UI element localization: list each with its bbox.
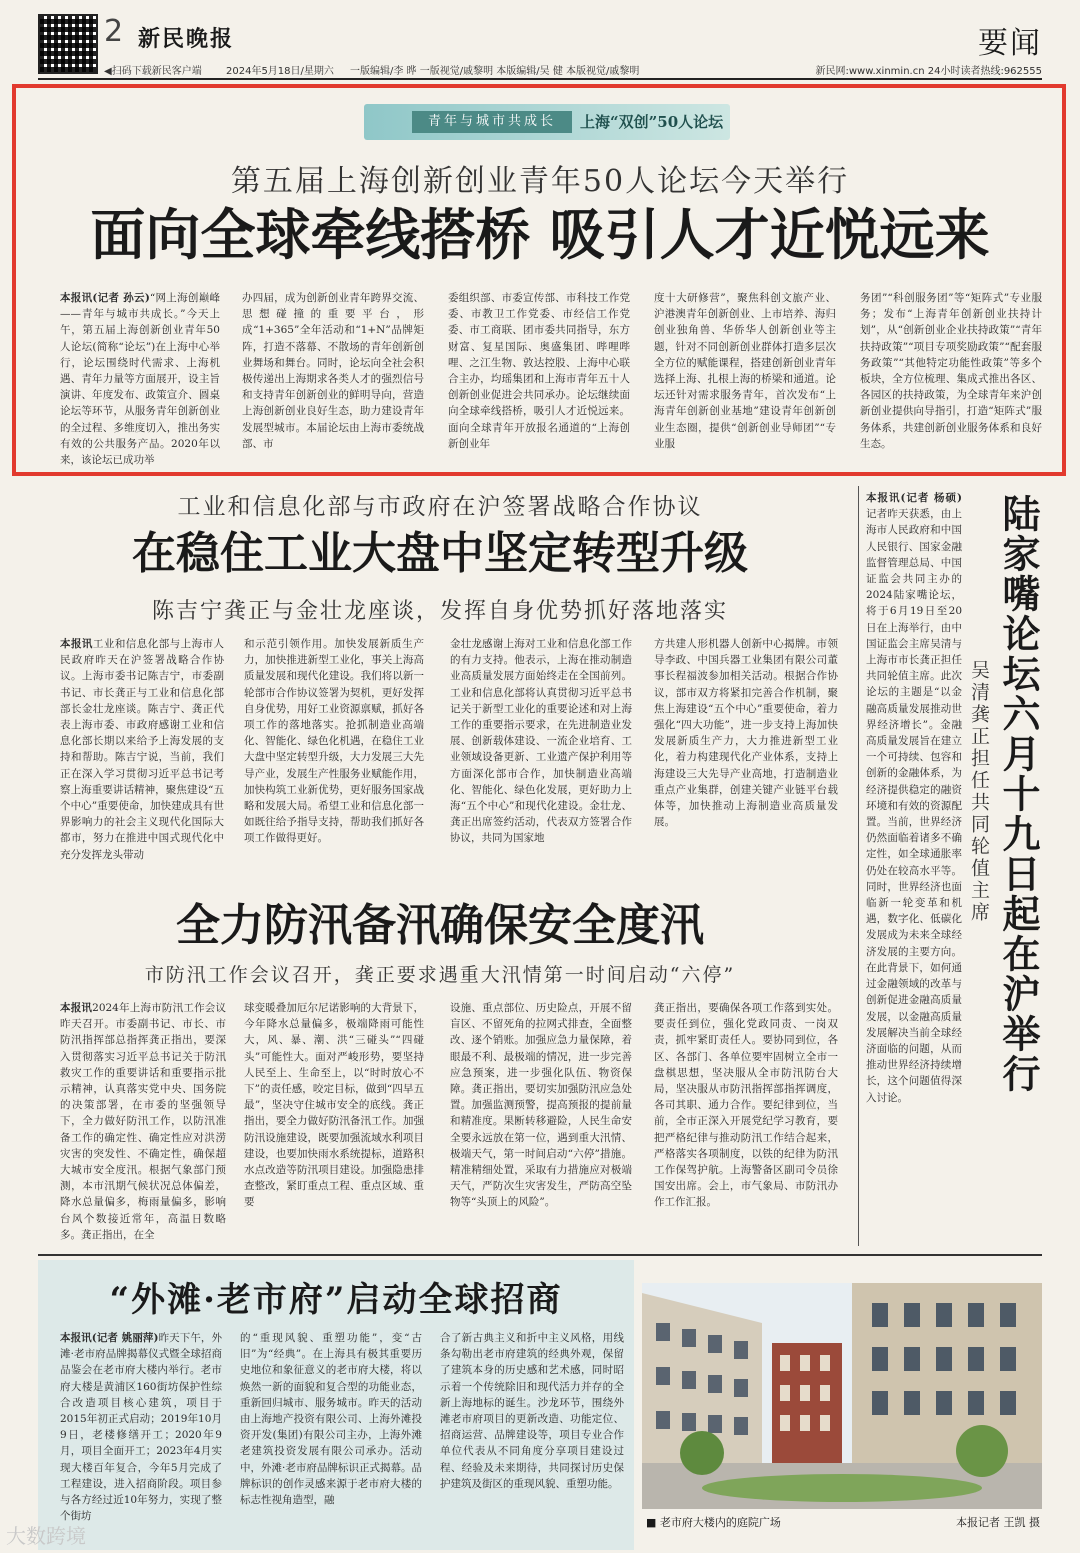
section-label: 要闻	[978, 26, 1042, 61]
story3-col-2: 球变暖叠加厄尔尼诺影响的大背景下，今年降水总量偏多，极端降雨可能性大，风、暴、潮、洪“三碰头”“四碰头”可能性大。面对严峻形势，要坚持人民至上、生命至上，以“时时放心不下”的责任感，咬定目标，做到“四早五最”，坚决守住城市安全的底线。龚正指出，要全力做好防汛备汛工作。加强防汛设施建设，既要加强流域水利项目建设，也要加快雨水系统提标，道路积水点改造等防汛项目建设。加强隐患排查整改，紧盯重点工程、重点区域、重要	[244, 1002, 424, 1209]
story1-col-1: 本报讯(记者 孙云)“网上海创巅峰——青年与城市共成长。”今天上午，第五届上海创新创业青年50人论坛(简称“论坛”)在上海中心举行，论坛围绕时代需求、上海机遇、青年力量等方面展开，设主旨演讲、年度发布、政策宣介、圆桌论坛等环节，从服务青年创新创业的全过程、多维度切入，推出务实有效的公共服务产品。2020年以来，该论坛已成功举	[60, 292, 220, 467]
story1-col-2: 办四届，成为创新创业青年跨界交流、思想碰撞的重要平台，形成“1+365”全年活动和“1+N”品牌矩阵，打造不落幕、不散场的青年创新创业舞场和舞台。同时，论坛向全社会积极传递出上海期求各类人才的强烈信号和支持青年创新创业的鲜明导向，营造上海创新创业良好生态，助力建设青年发展型城市。本届论坛由上海市委统战部、市	[242, 292, 424, 450]
date-line: 2024年5月18日/星期六	[226, 66, 334, 77]
story1-headline: 面向全球牵线搭桥 吸引人才近悦远来	[90, 203, 990, 267]
story4-lead: 本报讯(记者 杨硕)	[866, 492, 962, 504]
story5-headline: “外滩·老市府”启动全球招商	[109, 1280, 563, 1320]
story5-col-2: 的“重现风貌、重塑功能”，变“古旧”为“经典”。在上海具有极其重要历史地位和象征意义的老市府大楼，将以焕然一新的面貌和复合型的功能业态，重新回归城市、服务城市。昨天的活动由上海地产投资有限公司、上海外滩投资开发(集团)有限公司主办，上海外滩老建筑投资发展有限公司承办。活动中，外滩·老市府品牌标识正式揭幕。品牌标识的创作灵感来源于老市府大楼的标志性视角造型，融	[240, 1332, 422, 1507]
qr-code	[38, 14, 98, 74]
story1-col-3: 委组织部、市委宣传部、市科技工作党委、市教卫工作党委、市经信工作党委、市工商联、团市委共同指导，东方财富、复星国际、奥盛集团、哔哩哔哩、之江生物、敦达控股、上海中心联合主办，均瑶集团和上海市青年五十人创新创业促进会共同承办。论坛继续面向全球牵线搭桥，吸引人才近悦远来。面向全球青年开放报名通道的“上海创新创业年	[448, 292, 630, 450]
courtyard-illustration	[642, 1283, 1042, 1509]
story4-body: 本报讯(记者 杨硕)记者昨天获悉，由上海市人民政府和中国人民银行、国家金融监督管理总局、中国证监会共同主办的2024陆家嘴论坛，将于6月19日至20日在上海举行，由中国证监会主席吴清与上海市市长龚正担任共同轮值主席。此次论坛的主题是“以金融高质量发展推动世界经济增长”。金融高质量发展旨在建立一个可持续、包容和创新的金融体系，为经济提供稳定的融资环境和有效的资源配置。当前，世界经济仍然面临着诸多不确定性，如全球通胀率仍处在较高水平等。同时，世界经济也面临新一轮变革和机遇，数字化、低碳化发展成为未来全球经济发展的主要方向。在此背景下，如何通过金融领域的改革与创新促进金融高质量发展，以金融高质量发展解决当前全球经济面临的问题，从而推动世界经济持续增长，这个问题值得深入讨论。	[866, 492, 962, 1104]
courtyard-photo	[642, 1283, 1042, 1509]
banner-right: 上海“双创”50人论坛	[580, 113, 724, 131]
story5-col-3: 合了新古典主义和折中主义风格，用线条勾勒出老市府建筑的经典外观，保留了建筑本身的历史感和艺术感，同时昭示着一个传统除旧和现代活力并存的全新上海地标的诞生。沙龙环节，围绕外滩老市府项目的更新改造、功能定位、招商运营、品牌建设等，项目专业合作单位代表从不同角度分享项目建设过程、经验及未来期待，共同探讨历史保护建筑及街区的重现风貌、重塑功能。	[440, 1332, 624, 1490]
story2-lead: 本报讯	[60, 638, 93, 650]
story4-headline: 陆家嘴论坛六月十九日起在沪举行	[996, 494, 1040, 1094]
scan-hint: ◀扫码下载新民客户端	[104, 66, 202, 77]
story3-col-3: 设施、重点部位、历史险点，开展不留盲区、不留死角的拉网式排查，全面整改、逐个销账。加强应急力量保障，着眼最不利、最极端的情况，进一步完善应急预案，进一步强化队伍、物资保障。龚正指出，要切实加强防汛应急处置。加强监测预警，提高预报的提前量和精准度。果断转移避险，人民生命安全要永远放在第一位，遇到重大汛情、极端天气，第一时间启动“六停”措施。精准精细处置，采取有力措施应对极端天气，严防次生灾害发生，严防高空坠物等“头顶上的风险”。	[450, 1002, 632, 1209]
paper-name: 新民晚报	[138, 26, 235, 52]
story3-headline: 全力防汛备汛确保安全度汛	[176, 900, 704, 951]
story5-lead: 本报讯(记者 姚丽萍)	[60, 1332, 159, 1344]
photo-caption: ■ 老市府大楼内的庭院广场	[646, 1516, 781, 1529]
header-rule	[38, 78, 1042, 80]
story2-subhead: 陈吉宁龚正与金壮龙座谈，发挥自身优势抓好落地落实	[151, 599, 728, 624]
story5-col-1: 本报讯(记者 姚丽萍)昨天下午，外滩·老市府品牌揭幕仪式暨全球招商品鉴会在老市府大楼内举行。老市府大楼是黄浦区160街坊保护性综合改造项目核心建筑，项目于2015年初正式启动；2019年10月9日，老楼修缮开工；2020年9月，项目全面开工；2023年4月实现大楼百年复合，今年5月完成了工程建设，进入招商阶段。项目参与各方经过近10年努力，实现了整个街坊	[60, 1332, 223, 1523]
story1-col-5: 务团”“科创服务团”等“矩阵式”专业服务；发布“上海青年创新创业扶持计划”，从“创新创业企业扶持政策”“青年扶持政策”“项目专项奖励政策”“配套服务政策”“其他特定功能性政策”等多个板块，全方位梳理、集成式推出各区、各园区的扶持政策，为全球青年来沪创新创业提供向导指引，打造“矩阵式”服务体系，共建创新创业服务体系和良好生态。	[860, 292, 1042, 450]
column-banner	[364, 104, 730, 140]
story2-kicker: 工业和信息化部与市政府在沪签署战略合作协议	[177, 494, 703, 520]
bottom-rule	[38, 1254, 1042, 1256]
story2-col-4: 方共建人形机器人创新中心揭牌。市领导李政、中国兵器工业集团有限公司董事长程福波参加相关活动。根据合作协议，部市双方将紧扣完善合作机制，聚焦上海建设“五个中心”重要使命，着力强化“四大功能”，进一步支持上海加快发展新质生产力，大力推进新型工业化，着力构建现代化产业体系，支持上海建设三大先导产业高地，打造制造业重点产业集群，创建关键产业链平台载体等，加快推动上海制造业高质量发展。	[654, 638, 838, 829]
story1-kicker: 第五届上海创新创业青年50人论坛今天举行	[230, 164, 850, 199]
side-divider	[858, 486, 859, 1246]
story2-col-1: 本报讯工业和信息化部与上海市人民政府昨天在沪签署战略合作协议。上海市委书记陈吉宁，市委副书记、市长龚正与工业和信息化部部长金壮龙座谈。陈吉宁、龚正代表上海市委、市政府感谢工业和信息化部长期以来给予上海发展的支持和帮助。陈吉宁说，当前，我们正在深入学习贯彻习近平总书记考察上海重要讲话精神，聚焦建设“五个中心”重要使命，加快建成具有世界影响力的社会主义现代化国际大都市，努力在推进中国式现代化中充分发挥龙头带动	[60, 638, 225, 861]
banner-left: 青年与城市共成长	[412, 111, 572, 133]
story2-col-2: 和示范引领作用。加快发展新质生产力，加快推进新型工业化，事关上海高质量发展和现代化建设。我们将以新一轮部市合作协议签署为契机，更好发挥自身优势，用好工业资源禀赋，抓好各项工作的落地落实。抢抓制造业高端化、智能化、绿色化机遇，在稳住工业大盘中坚定转型升级，大力发展三大先导产业，发展生产性服务业赋能作用，加快构筑工业新优势，更好服务国家战略和发展大局。希望工业和信息化部一如既往给予指导支持，帮助我们抓好各项工作做得更好。	[244, 638, 424, 845]
story3-col-4: 龚正指出，要确保各项工作落到实处。要责任到位，强化党政同责、一岗双责，抓牢紧盯责任人。要协同到位，各区、各部门、各单位要牢固树立全市一盘棋思想，坚决服从全市防汛防台大局，坚决服从市防汛指挥部指挥调度，各司其职、通力合作。要纪律到位，当前，全市正深入开展党纪学习教育，要把严格纪律与推动防汛工作结合起来，严格落实各项制度，以铁的纪律为防汛工作保驾护航。上海警备区副司令员徐国安出席。会上，市气象局、市防汛办作工作汇报。	[654, 1002, 838, 1209]
story4-subhead: 吴清龚正担任共同轮值主席	[968, 660, 990, 924]
story3-lead: 本报讯	[60, 1002, 93, 1014]
page-number: 2	[104, 14, 124, 49]
photo-credit: 本报记者 王凯 摄	[956, 1516, 1040, 1529]
story2-col-3: 金壮龙感谢上海对工业和信息化部工作的有力支持。他表示，上海在推动制造业高质量发展方面始终走在全国前列。工业和信息化部将认真贯彻习近平总书记关于新型工业化的重要论述和对上海工作的重要指示要求，在先进制造业发展、创新载体建设、一流企业培育、工业领域设备更新、工业遗产保护利用等方面深化部市合作，加快制造业高端化、智能化、绿色化发展，更好助力上海“五个中心”和现代化建设。金壮龙、龚正出席签约活动，代表双方签署合作协议，共同为国家地	[450, 638, 632, 845]
watermark: 大数跨境	[6, 1524, 86, 1548]
story3-subhead: 市防汛工作会议召开，龚正要求遇重大汛情第一时间启动“六停”	[144, 964, 736, 986]
story3-col-1: 本报讯2024年上海市防汛工作会议昨天召开。市委副书记、市长、市防汛指挥部总指挥龚正指出，要深入贯彻落实习近平总书记关于防汛救灾工作的重要讲话和重要指示批示精神，认真落实党中央、国务院的决策部署，在市委的坚强领导下，全力做好防汛工作，以防汛准备工作的确定性、确定性应对洪涝灾害的突发性、不确定性，确保超大城市安全度汛。根据气象部门预测，本市汛期气候状况总体偏差，降水总量偏多，梅雨量偏多，影响台风个数接近常年，高温日数略多。龚正指出，在全	[60, 1002, 226, 1241]
story2-headline: 在稳住工业大盘中坚定转型升级	[132, 528, 748, 579]
story1-lead: 本报讯(记者 孙云)	[60, 292, 150, 304]
story1-col-4: 度十大研修营”，聚焦科创文旅产业、沪港澳青年创新创业、上市培养、海归创业独角兽、华侨华人创新创业等主题，针对不同创新创业群体打造多层次全方位的赋能课程，搭建创新创业青年选择上海、扎根上海的桥梁和通道。论坛还针对需求服务青年，首次发布“上海青年创新创业基地”建设青年创新创业生态圈，提供“创新创业导师团”“专业服	[654, 292, 836, 450]
website-line: 新民网:www.xinmin.cn 24小时读者热线:962555	[815, 66, 1042, 77]
editors-line: 一版编辑/李 晔 一版视觉/戚黎明 本版编辑/吴 健 本版视觉/戚黎明	[350, 66, 640, 77]
